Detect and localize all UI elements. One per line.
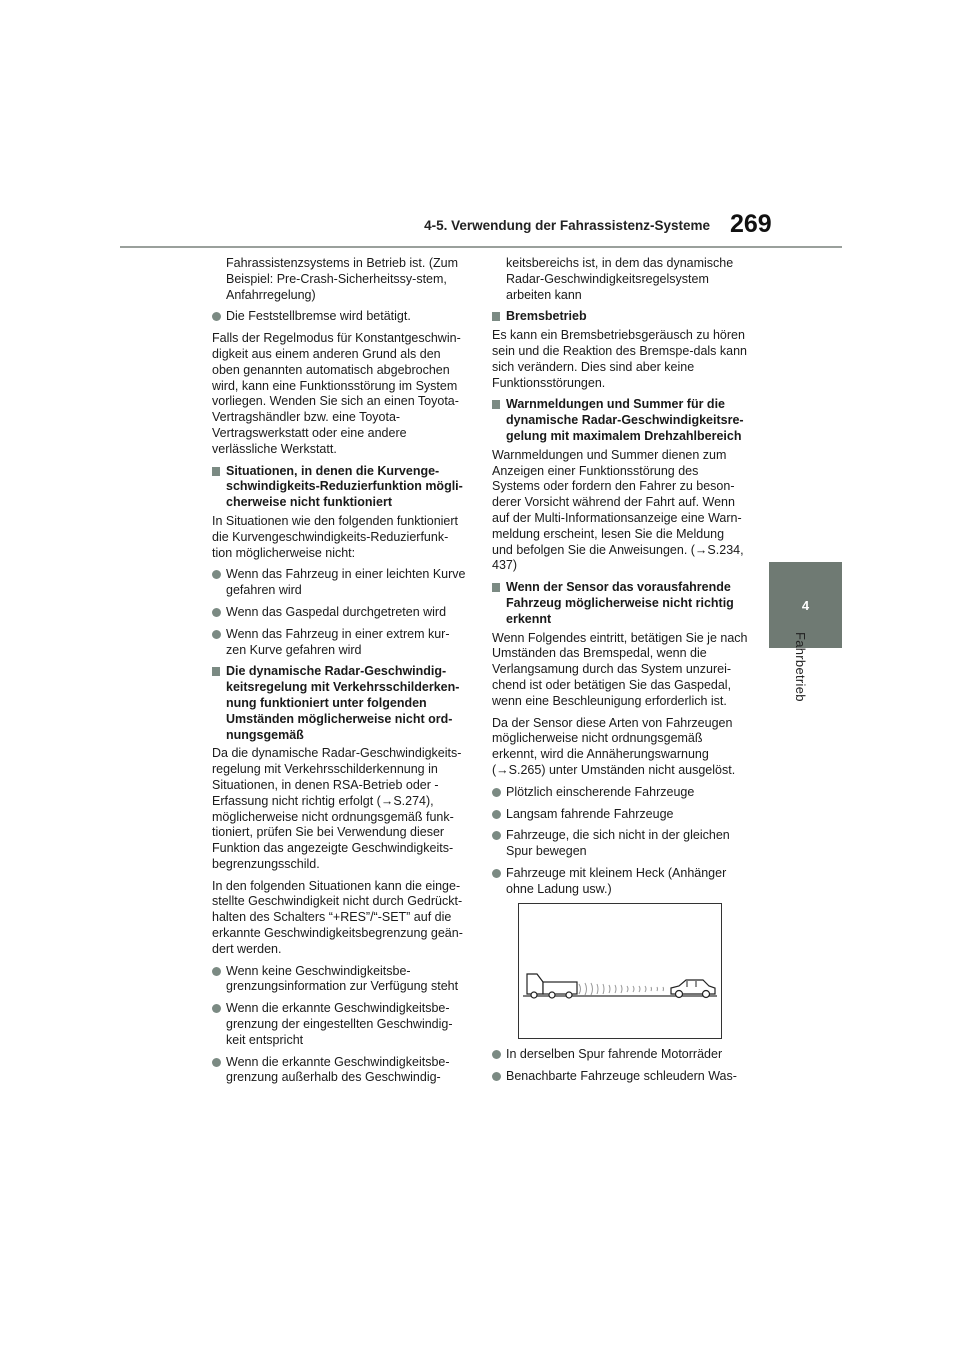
square-heading-icon [212, 467, 220, 476]
circle-bullet-icon [492, 1050, 501, 1059]
list-item-text: Wenn das Fahrzeug in einer extrem kur-zen Kurve gefahren wird [226, 626, 450, 657]
heading-text: Wenn der Sensor das vorausfahrende Fahrzeug möglicherweise nicht richtig erkennt [506, 580, 734, 626]
header-rule [120, 246, 842, 248]
paragraph: In den folgenden Situationen kann die einge-stellte Geschwindigkeit nicht durch Gedrückt-halten des Schalters “+RES”/“-SET” auf die erkannte Geschwindigkeitsbegrenzung geän-dert werden. [212, 878, 463, 956]
paragraph: Da der Sensor diese Arten von Fahrzeugen möglicherweise nicht ordnungsgemäß erkennt, wird die Annäherungswarnung (→S.265) unter Umständen nicht ausgelöst. [492, 715, 736, 777]
list-item-text: In derselben Spur fahrende Motorräder [506, 1047, 723, 1062]
list-item [492, 866, 748, 898]
chapter-label: Fahrbetrieb [793, 632, 808, 702]
list-item-text: Wenn das Fahrzeug in einer leichten Kurve gefahren wird [226, 567, 466, 598]
square-heading-icon [492, 400, 500, 409]
circle-bullet-icon [212, 570, 221, 579]
circle-bullet-icon [492, 810, 501, 819]
list-item [212, 567, 468, 599]
heading-text: Situationen, in denen die Kurvenge-schwindigkeits-Reduzierfunktion mögli-cherweise nicht funktioniert [226, 463, 463, 510]
square-heading-icon [212, 667, 220, 676]
list-item [492, 785, 748, 801]
list-item [212, 964, 468, 996]
circle-bullet-icon [492, 831, 501, 840]
list-item-text: Fahrzeuge mit kleinem Heck (Anhänger ohne Ladung usw.) [506, 865, 727, 896]
list-item-text: Plötzlich einscherende Fahrzeuge [506, 784, 695, 799]
list-item [212, 1001, 468, 1048]
truck-radar-car-illustration [519, 904, 720, 1037]
list-item-text: Benachbarte Fahrzeuge schleudern Was- [506, 1069, 737, 1084]
chapter-number: 4 [801, 597, 810, 613]
circle-bullet-icon [212, 630, 221, 639]
circle-bullet-icon [212, 967, 221, 976]
list-item [492, 828, 748, 860]
list-item-text: Wenn das Gaspedal durchgetreten wird [226, 604, 447, 619]
paragraph: Falls der Regelmodus für Konstantgeschwin-digkeit aus einem anderen Grund als den oben genannten automatisch abgebrochen wird, kann eine Funktionsstörung im System vorliegen. Wenden Sie sich an einen Toyota-Vertragshändler bzw. eine Toyota-Vertragswerkstatt oder eine andere verlässliche Werkstatt. [212, 331, 461, 456]
left-column [212, 256, 468, 1092]
heading-text: Bremsbetrieb [506, 309, 587, 324]
list-item [212, 309, 468, 325]
right-column [492, 256, 748, 1091]
page-number: 269 [730, 210, 772, 238]
circle-bullet-icon [492, 788, 501, 797]
section-heading [212, 664, 468, 743]
paragraph: Warnmeldungen und Summer dienen zum Anzeigen einer Funktionsstörung des Systems oder fordern den Fahrer zu beson-derer Vorsicht während der Fahrt auf. Wenn auf der Multi-Informationsanzeige eine Warn-meldung erscheint, lesen Sie die Meldung und befolgen Sie die Anweisungen. (→S.234, 437) [492, 447, 744, 573]
square-heading-icon [492, 312, 500, 321]
list-item-text: Die Feststellbremse wird betätigt. [226, 309, 411, 324]
list-item [492, 807, 748, 823]
list-item-text: Langsam fahrende Fahrzeuge [506, 806, 674, 821]
illustration-trailer-radar [518, 903, 722, 1039]
list-item [492, 1047, 748, 1063]
circle-bullet-icon [492, 869, 501, 878]
list-item [492, 1069, 748, 1085]
list-item [212, 1055, 468, 1087]
paragraph: In Situationen wie den folgenden funktioniert die Kurvengeschwindigkeits-Reduzierfunk-tion möglicherweise nicht: [212, 513, 459, 560]
list-item [212, 605, 468, 621]
circle-bullet-icon [212, 1004, 221, 1013]
list-item-text: Wenn die erkannte Geschwindigkeitsbe-grenzung der eingestellten Geschwindig-keit entspricht [226, 1001, 453, 1047]
section-heading [492, 580, 748, 627]
heading-text: Warnmeldungen und Summer für die dynamische Radar-Geschwindigkeitsre-gelung mit maximalem Drehzahlbereich [506, 397, 744, 443]
section-heading [212, 464, 468, 511]
circle-bullet-icon [212, 1058, 221, 1067]
section-title: 4-5. Verwendung der Fahrassistenz-Systeme [424, 218, 710, 233]
list-item-text: Wenn keine Geschwindigkeitsbe-grenzungsinformation zur Verfügung steht [226, 963, 459, 994]
paragraph: Es kann ein Bremsbetriebsgeräusch zu hören sein und die Reaktion des Bremspe-dals kann sich verändern. Dies sind aber keine Funktionsstörungen. [492, 328, 748, 390]
list-item-text: Wenn die erkannte Geschwindigkeitsbe-grenzung außerhalb des Geschwindig- [226, 1054, 450, 1085]
circle-bullet-icon [492, 1072, 501, 1081]
heading-text: Die dynamische Radar-Geschwindig-keitsregelung mit Verkehrsschilderken-nung funktioniert unter folgenden Umständen möglicherweise nicht ord-nungsgemäß [226, 664, 460, 742]
list-item-text: Fahrzeuge, die sich nicht in der gleichen Spur bewegen [506, 828, 730, 859]
section-heading [492, 397, 748, 444]
list-item [212, 627, 468, 659]
section-heading [492, 309, 748, 325]
list-item-continued: keitsbereichs ist, in dem das dynamische Radar-Geschwindigkeitsregelsystem arbeiten kann [506, 256, 734, 302]
circle-bullet-icon [212, 608, 221, 617]
paragraph: Da die dynamische Radar-Geschwindigkeits-regelung mit Verkehrsschilderkennung in Situationen, in denen RSA-Betrieb oder -Erfassung nicht richtig erfolgt (→S.274), möglicherweise nicht ordnungsgemäß funk-tioniert, prüfen Sie bei Verwendung dieser Funktion das angezeigte Geschwindigkeits-begrenzungsschild. [212, 746, 462, 871]
circle-bullet-icon [212, 312, 221, 321]
paragraph: Wenn Folgendes eintritt, betätigen Sie je nach Umständen das Bremspedal, wenn die Verlangsamung durch das System unzurei-chend ist oder betätigen Sie das Gaspedal, wenn eine Beschleunigung erforderlich ist. [492, 630, 748, 708]
square-heading-icon [492, 583, 500, 592]
paragraph-continued: Fahrassistenzsystems in Betrieb ist. (Zum Beispiel: Pre-Crash-Sicherheitssy-stem, Anfahrregelung) [226, 256, 459, 302]
